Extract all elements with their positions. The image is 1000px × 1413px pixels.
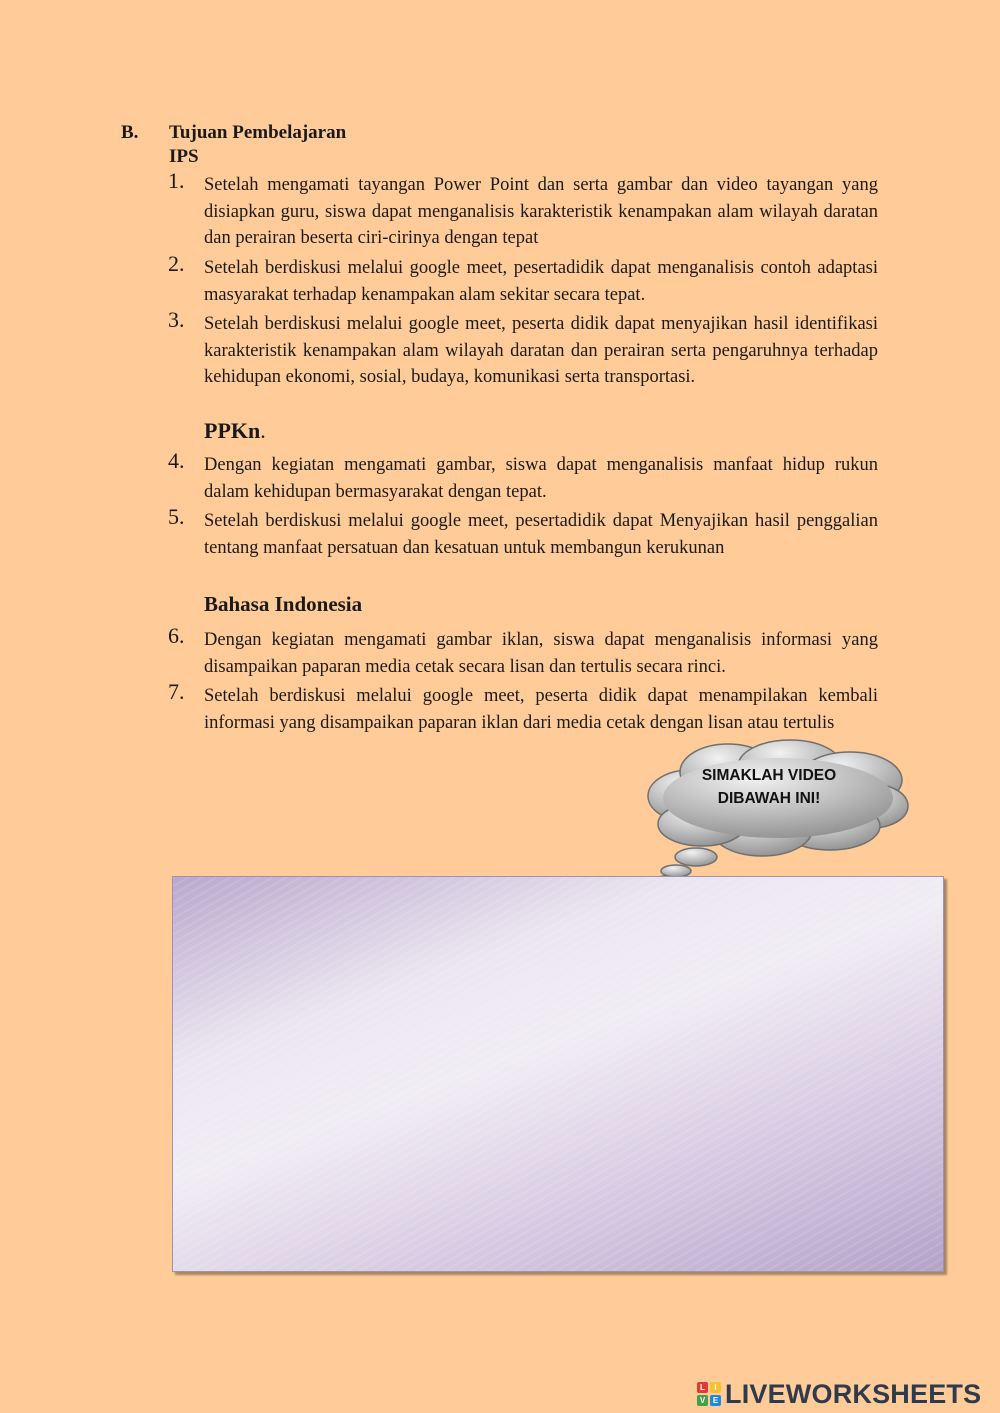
subject-bahasa-heading: Bahasa Indonesia [204, 592, 363, 616]
section-letter: B. [121, 122, 139, 143]
objective-text: Setelah berdiskusi melalui google meet, peserta didik dapat menyajikan hasil identifikasi karakteristik kenampakan alam wilayah daratan dan perairan serta pengaruhnya terhadap kehidupan ekonomi, sosial, budaya, komunikasi serta transportasi. [204, 314, 878, 388]
subject-ips-heading: IPS [169, 146, 199, 167]
subject-ppkn-label: PPKn [204, 418, 261, 443]
section-title: Tujuan Pembelajaran [169, 122, 347, 143]
objective-number: 2. [168, 251, 185, 276]
liveworksheets-logo [697, 1378, 981, 1410]
objective-text: Setelah berdiskusi melalui google meet, pesertadidik dapat Menyajikan hasil penggalian tentang manfaat persatuan dan kesatuan untuk membangun kerukunan [204, 511, 878, 558]
thought-cloud-icon [640, 738, 915, 888]
liveworksheets-logo-icon [697, 1382, 721, 1406]
objective-number: 7. [168, 679, 185, 704]
subject-ppkn-dot: . [260, 418, 266, 443]
logo-letter-e: E [710, 1395, 721, 1406]
subject-ppkn-heading [204, 418, 266, 444]
liveworksheets-logo-text: LIVEWORKSHEETS [725, 1378, 982, 1409]
objective-number: 6. [168, 623, 185, 648]
logo-letter-l: L [697, 1382, 708, 1393]
video-placeholder[interactable] [172, 876, 944, 1272]
callout-text: SIMAKLAH VIDEO DIBAWAH INI! [701, 767, 837, 807]
objective-number: 4. [168, 448, 185, 473]
objective-text: Setelah berdiskusi melalui google meet, peserta didik dapat menampilakan kembali informasi yang disampaikan paparan iklan dari media cetak dengan lisan atau tertulis [204, 686, 878, 733]
objective-text: Setelah berdiskusi melalui google meet, pesertadidik dapat menganalisis contoh adaptasi masyarakat terhadap kenampakan alam sekitar secara tepat. [204, 258, 878, 305]
objective-text: Dengan kegiatan mengamati gambar iklan, siswa dapat menganalisis informasi yang disampaikan paparan media cetak secara lisan dan tertulis secara rinci. [204, 630, 878, 677]
objective-number: 3. [168, 307, 185, 332]
objective-text: Dengan kegiatan mengamati gambar, siswa dapat menganalisis manfaat hidup rukun dalam kehidupan bermasyarakat dengan tepat. [204, 455, 878, 502]
objective-number: 1. [168, 168, 185, 193]
logo-letter-v: V [697, 1395, 708, 1406]
objective-number: 5. [168, 504, 185, 529]
objective-text: Setelah mengamati tayangan Power Point dan serta gambar dan video tayangan yang disiapkan guru, siswa dapat menganalisis karakteristik kenampakan alam wilayah daratan dan perairan beserta ciri-cirinya dengan tepat [204, 175, 878, 249]
logo-letter-i: I [710, 1382, 721, 1393]
